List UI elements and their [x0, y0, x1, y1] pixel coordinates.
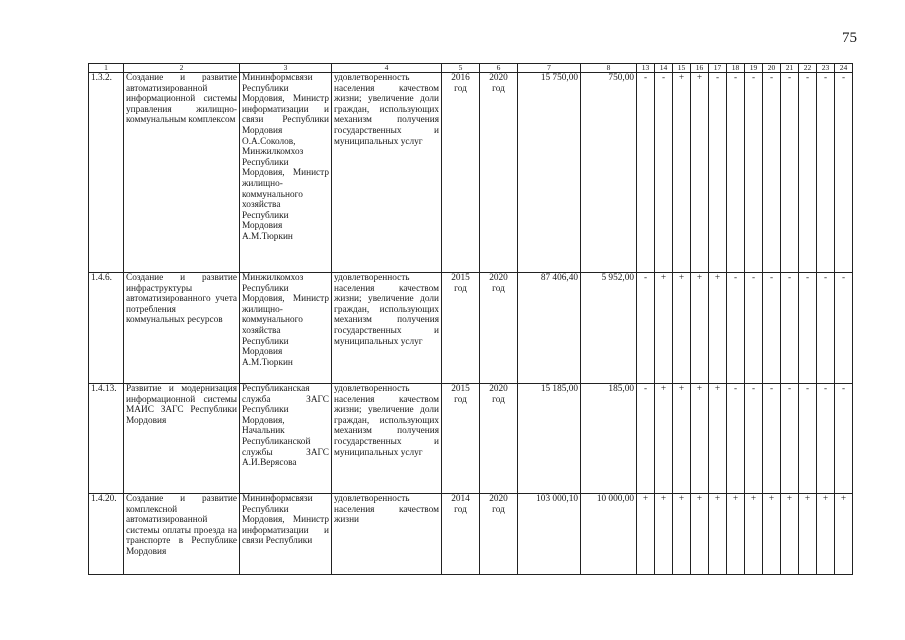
- column-header: 13: [637, 64, 655, 73]
- indicator-mark: -: [763, 73, 781, 273]
- indicator-mark: -: [637, 73, 655, 273]
- start-year: 2015 год: [442, 384, 480, 494]
- end-year: 2020 год: [480, 273, 518, 384]
- end-year: 2020 год: [480, 73, 518, 273]
- executor: Республиканская служба ЗАГС Республики Мордовия, Начальник Республиканской службы ЗАГС А.И.Верясова: [240, 384, 332, 494]
- table-row: [89, 73, 853, 273]
- total-funding: 103 000,10: [518, 494, 581, 575]
- expected-result: удовлетворенность населения качеством жизни: [332, 494, 442, 575]
- indicator-mark: +: [673, 273, 691, 384]
- indicator-mark: +: [673, 73, 691, 273]
- indicator-mark: +: [655, 494, 673, 575]
- table-row: [89, 494, 853, 575]
- measure-name: Развитие и модернизация информационной системы МАИС ЗАГС Республики Мордовия: [124, 384, 240, 494]
- page-number: 75: [842, 30, 857, 46]
- indicator-mark: +: [709, 273, 727, 384]
- measure-name: Создание и развитие инфраструктуры автоматизированного учета потребления коммунальных ресурсов: [124, 273, 240, 384]
- indicator-mark: +: [691, 273, 709, 384]
- column-header: 5: [442, 64, 480, 73]
- indicator-mark: +: [745, 494, 763, 575]
- indicator-mark: -: [799, 73, 817, 273]
- start-year: 2015 год: [442, 273, 480, 384]
- column-header: 20: [763, 64, 781, 73]
- start-year: 2016 год: [442, 73, 480, 273]
- column-header: 6: [480, 64, 518, 73]
- indicator-mark: -: [727, 273, 745, 384]
- column-header: 4: [332, 64, 442, 73]
- indicator-mark: +: [691, 384, 709, 494]
- end-year: 2020 год: [480, 494, 518, 575]
- indicator-mark: +: [691, 494, 709, 575]
- row-number: 1.3.2.: [89, 73, 124, 273]
- total-funding: 15 185,00: [518, 384, 581, 494]
- row-number: 1.4.13.: [89, 384, 124, 494]
- start-year: 2014 год: [442, 494, 480, 575]
- indicator-mark: -: [655, 73, 673, 273]
- indicator-mark: -: [835, 384, 853, 494]
- column-header: 14: [655, 64, 673, 73]
- indicator-mark: -: [745, 73, 763, 273]
- column-header: 21: [781, 64, 799, 73]
- column-header: 18: [727, 64, 745, 73]
- indicator-mark: -: [637, 384, 655, 494]
- indicator-mark: +: [655, 273, 673, 384]
- table-row: [89, 384, 853, 494]
- indicator-mark: +: [781, 494, 799, 575]
- column-header: 16: [691, 64, 709, 73]
- indicator-mark: +: [673, 494, 691, 575]
- column-header: 2: [124, 64, 240, 73]
- indicator-mark: -: [817, 73, 835, 273]
- measure-name: Создание и развитие автоматизированной информационной системы управления жилищно-коммунальным комплексом: [124, 73, 240, 273]
- column-header: 24: [835, 64, 853, 73]
- indicator-mark: +: [709, 494, 727, 575]
- column-number-header-row: [89, 64, 853, 73]
- indicator-mark: -: [745, 384, 763, 494]
- indicator-mark: +: [799, 494, 817, 575]
- indicator-mark: -: [781, 384, 799, 494]
- total-funding: 15 750,00: [518, 73, 581, 273]
- indicator-mark: -: [799, 384, 817, 494]
- column-header: 7: [518, 64, 581, 73]
- funding-amount: 185,00: [581, 384, 637, 494]
- indicator-mark: +: [655, 384, 673, 494]
- column-header: 19: [745, 64, 763, 73]
- indicator-mark: +: [637, 494, 655, 575]
- indicator-mark: -: [727, 73, 745, 273]
- indicator-mark: -: [799, 273, 817, 384]
- indicator-mark: +: [835, 494, 853, 575]
- executor: Мининформсвязи Республики Мордовия, Министр информатизации и связи Республики: [240, 494, 332, 575]
- indicator-mark: -: [835, 273, 853, 384]
- funding-amount: 10 000,00: [581, 494, 637, 575]
- row-number: 1.4.6.: [89, 273, 124, 384]
- expected-result: удовлетворенность населения качеством жизни; увеличение доли граждан, использующих механизм получения государственных и муниципальных услуг: [332, 384, 442, 494]
- funding-amount: 5 952,00: [581, 273, 637, 384]
- row-number: 1.4.20.: [89, 494, 124, 575]
- expected-result: удовлетворенность населения качеством жизни; увеличение доли граждан, использующих механизм получения государственных и муниципальных услуг: [332, 73, 442, 273]
- column-header: 15: [673, 64, 691, 73]
- column-header: 23: [817, 64, 835, 73]
- column-header: 1: [89, 64, 124, 73]
- indicator-mark: -: [745, 273, 763, 384]
- indicator-mark: +: [691, 73, 709, 273]
- indicator-mark: -: [835, 73, 853, 273]
- indicator-mark: -: [781, 73, 799, 273]
- indicator-mark: -: [763, 273, 781, 384]
- indicator-mark: -: [709, 73, 727, 273]
- column-header: 8: [581, 64, 637, 73]
- program-table: [88, 63, 853, 575]
- indicator-mark: +: [709, 384, 727, 494]
- funding-amount: 750,00: [581, 73, 637, 273]
- measure-name: Создание и развитие комплексной автоматизированной системы оплаты проезда на транспорте в Республике Мордовия: [124, 494, 240, 575]
- indicator-mark: -: [763, 384, 781, 494]
- indicator-mark: -: [637, 273, 655, 384]
- column-header: 3: [240, 64, 332, 73]
- indicator-mark: +: [673, 384, 691, 494]
- executor: Мининформсвязи Республики Мордовия, Министр информатизации и связи Республики Мордовия О.А.Соколов, Минжилкомхоз Республики Мордовия, Министр жилищно-коммунального хозяйства Республики Мордовия А.М.Тюркин: [240, 73, 332, 273]
- column-header: 17: [709, 64, 727, 73]
- indicator-mark: +: [817, 494, 835, 575]
- indicator-mark: -: [727, 384, 745, 494]
- column-header: 22: [799, 64, 817, 73]
- indicator-mark: +: [727, 494, 745, 575]
- table-row: [89, 273, 853, 384]
- expected-result: удовлетворенность населения качеством жизни; увеличение доли граждан, использующих механизм получения государственных и муниципальных услуг: [332, 273, 442, 384]
- indicator-mark: -: [817, 384, 835, 494]
- end-year: 2020 год: [480, 384, 518, 494]
- indicator-mark: +: [763, 494, 781, 575]
- indicator-mark: -: [781, 273, 799, 384]
- executor: Минжилкомхоз Республики Мордовия, Министр жилищно-коммунального хозяйства Республики Мордовия А.М.Тюркин: [240, 273, 332, 384]
- total-funding: 87 406,40: [518, 273, 581, 384]
- indicator-mark: -: [817, 273, 835, 384]
